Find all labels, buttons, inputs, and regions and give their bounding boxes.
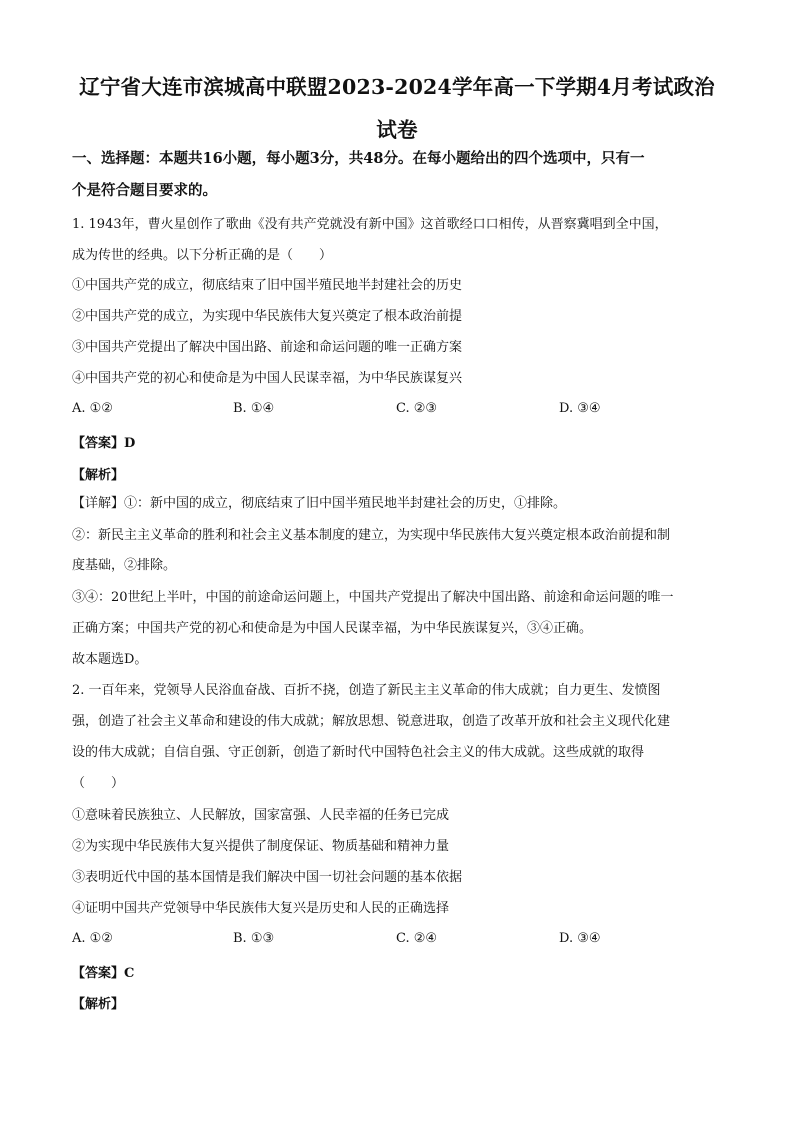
q2-answer-label: 【答案】C [72,966,135,981]
q1-item-3: ③中国共产党提出了解决中国出路、前途和命运问题的唯一正确方案 [72,340,463,355]
q2-analysis-label: 【解析】 [72,997,125,1012]
q2-option-b: B. ①③ [233,931,275,946]
q1-detail-line-6: 故本题选D。 [72,652,148,667]
q2-option-d: D. ③④ [559,931,601,946]
document-title-line-1: 辽宁省大连市滨城高中联盟2023-2024学年高一下学期4月考试政治 [79,75,715,99]
q2-stem-line-2: 强，创造了社会主义革命和建设的伟大成就；解放思想、锐意进取，创造了改革开放和社会主义现代化建 [72,714,671,729]
q1-option-d: D. ③④ [559,401,601,416]
q2-option-a: A. ①② [72,931,113,946]
document-title-line-2: 试卷 [376,118,418,142]
section-heading-line-1: 一、选择题：本题共16小题，每小题3分，共48分。在每小题给出的四个选项中，只有一 [72,150,645,167]
q1-detail-line-1: 【详解】①：新中国的成立，彻底结束了旧中国半殖民地半封建社会的历史，①排除。 [72,496,567,511]
q1-answer-label: 【答案】D [72,436,136,451]
q1-option-a: A. ①② [72,401,113,416]
q1-item-4: ④中国共产党的初心和使命是为中国人民谋幸福，为中华民族谋复兴 [72,371,463,386]
q1-item-2: ②中国共产党的成立，为实现中华民族伟大复兴奠定了根本政治前提 [72,309,463,324]
q1-detail-line-5: 正确方案；中国共产党的初心和使命是为中国人民谋幸福，为中华民族谋复兴，③④正确。 [72,621,593,636]
q2-item-4: ④证明中国共产党领导中华民族伟大复兴是历史和人民的正确选择 [72,901,450,916]
q2-item-3: ③表明近代中国的基本国情是我们解决中国一切社会问题的基本依据 [72,870,463,885]
q1-stem-line-2: 成为传世的经典。以下分析正确的是（ ） [72,248,333,263]
q1-detail-line-2: ②：新民主主义革命的胜利和社会主义基本制度的建立，为实现中华民族伟大复兴奠定根本政治前提和制 [72,528,671,543]
section-heading-line-2: 个是符合题目要求的。 [72,182,217,199]
q2-stem-line-3: 设的伟大成就；自信自强、守正创新，创造了新时代中国特色社会主义的伟大成就。这些成就的取得 [72,745,645,760]
q2-item-2: ②为实现中华民族伟大复兴提供了制度保证、物质基础和精神力量 [72,839,450,854]
q1-analysis-label: 【解析】 [72,468,125,483]
q1-detail-line-4: ③④：20世纪上半叶，中国的前途命运问题上，中国共产党提出了解决中国出路、前途和命运问题的唯一 [72,590,674,605]
q2-stem-line-4: （ ） [72,776,125,791]
q2-stem-line-1: 2. 一百年来，党领导人民浴血奋战、百折不挠，创造了新民主主义革命的伟大成就；自力更生、发愤图 [72,683,661,698]
q2-item-1: ①意味着民族独立、人民解放，国家富强、人民幸福的任务已完成 [72,808,450,823]
q1-stem-line-1: 1. 1943年，曹火星创作了歌曲《没有共产党就没有新中国》这首歌经口口相传，从晋察冀唱到全中国， [72,217,668,232]
q1-option-b: B. ①④ [233,401,275,416]
q1-option-c: C. ②③ [396,401,438,416]
q1-detail-line-3: 度基础，②排除。 [72,558,177,573]
q1-item-1: ①中国共产党的成立，彻底结束了旧中国半殖民地半封建社会的历史 [72,278,463,293]
q2-option-c: C. ②④ [396,931,438,946]
